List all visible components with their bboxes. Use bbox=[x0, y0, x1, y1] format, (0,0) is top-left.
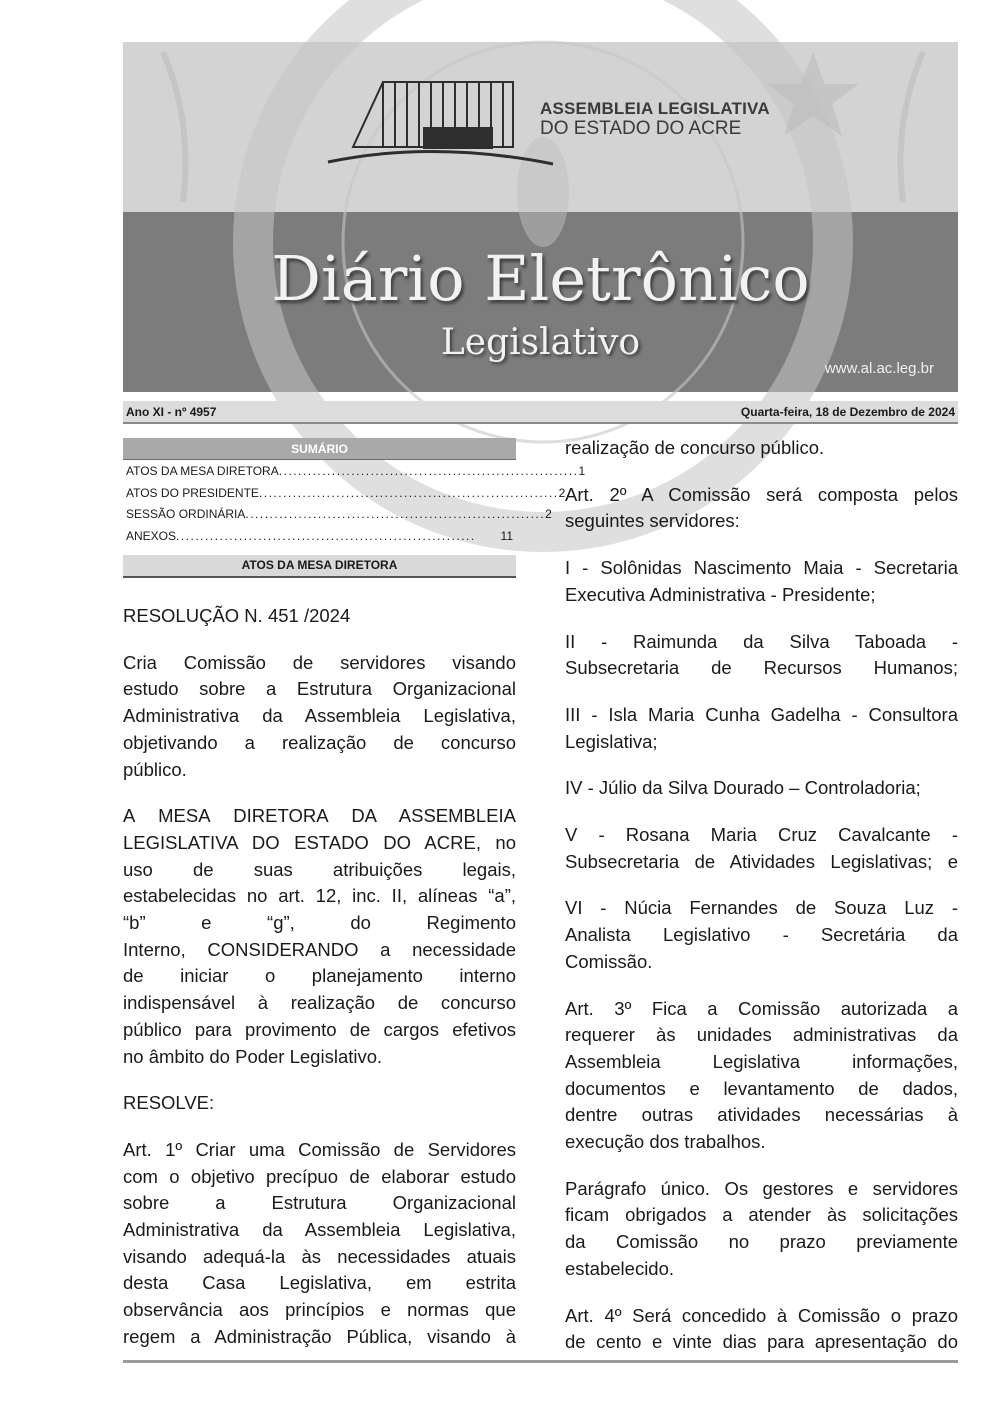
text-line: Legislativa; bbox=[565, 730, 658, 752]
text-line: de cento e vinte dias para apresentação do bbox=[565, 1331, 958, 1353]
text-line: Art. 2º A Comissão será composta pelos bbox=[565, 483, 958, 505]
summary-item-label: SESSÃO ORDINÁRIA bbox=[126, 507, 246, 521]
text-line: III - Isla Maria Cunha Gadelha - Consultora bbox=[565, 703, 958, 725]
text-line: no âmbito do Poder Legislativo. bbox=[123, 1045, 383, 1067]
issue-number: Ano XI - nº 4957 bbox=[126, 405, 217, 419]
text-line: de iniciar o planejamento interno bbox=[123, 965, 516, 987]
right-column bbox=[565, 435, 958, 1356]
text-line: Administrativa da Assembleia Legislativa, bbox=[123, 705, 516, 727]
text-line: desta Casa Legislativa, em estrita bbox=[123, 1272, 516, 1294]
journal-title: Diário Eletrônico bbox=[271, 242, 810, 315]
text-line: I - Solônidas Nascimento Maia - Secretaria bbox=[565, 557, 958, 579]
summary-item[interactable] bbox=[123, 460, 586, 482]
text-line: estabelecido. bbox=[565, 1257, 675, 1279]
text-line: requerer às unidades administrativas da bbox=[565, 1024, 958, 1046]
summary-item-page: 1 bbox=[578, 464, 586, 478]
website-link[interactable]: www.al.ac.leg.br bbox=[824, 360, 934, 377]
text-line: Administrativa da Assembleia Legislativa, bbox=[123, 1219, 516, 1241]
text-line: seguintes servidores: bbox=[565, 510, 740, 532]
text-line: documentos e levantamento de dados, bbox=[565, 1077, 958, 1099]
text-line: VI - Núcia Fernandes de Souza Luz - bbox=[565, 897, 958, 919]
summary-item[interactable] bbox=[123, 503, 552, 525]
summary-item[interactable] bbox=[123, 482, 566, 504]
text-line: público para provimento de cargos efetivos bbox=[123, 1018, 516, 1040]
text-line: público. bbox=[123, 758, 187, 780]
text-line: estabelecidas no art. 12, inc. II, alíneas “a”, bbox=[123, 885, 516, 907]
assembly-building-logo bbox=[323, 72, 563, 202]
text-line: visando adequá-la às necessidades atuais bbox=[123, 1245, 516, 1267]
leader-dots: .............................................................. bbox=[176, 528, 476, 543]
issue-date: Quarta-feira, 18 de Dezembro de 2024 bbox=[740, 405, 955, 419]
text-line: uso de suas atribuições legais, bbox=[123, 858, 516, 880]
text-line: dentre outras atividades necessárias à bbox=[565, 1104, 958, 1126]
summary-title: SUMÁRIO bbox=[123, 438, 516, 460]
text-line: Cria Comissão de servidores visando bbox=[123, 651, 516, 673]
text-line: execução dos trabalhos. bbox=[565, 1131, 766, 1153]
text-line: Art. 4º Será concedido à Comissão o prazo bbox=[565, 1304, 958, 1326]
text-line: objetivando a realização de concurso bbox=[123, 731, 516, 753]
text-line: observância aos princípios e normas que bbox=[123, 1299, 516, 1321]
summary-item-page: 11 bbox=[500, 528, 513, 543]
leader-dots: .............................................................. bbox=[258, 485, 559, 500]
masthead-banner bbox=[123, 42, 958, 392]
summary-item-label: ATOS DO PRESIDENTE bbox=[126, 485, 259, 500]
text-line: regem a Administração Pública, visando à bbox=[123, 1325, 516, 1347]
resolution-title: RESOLUÇÃO N. 451 /2024 bbox=[123, 605, 351, 626]
text-line: Subsecretaria de Recursos Humanos; bbox=[565, 657, 958, 679]
text-line: realização de concurso público. bbox=[565, 437, 825, 458]
text-line: Analista Legislativo - Secretária da bbox=[565, 924, 958, 946]
resolve-heading: RESOLVE: bbox=[123, 1092, 215, 1114]
section-heading: ATOS DA MESA DIRETORA bbox=[123, 555, 516, 578]
text-line: estudo sobre a Estrutura Organizacional bbox=[123, 678, 516, 700]
text-line: V - Rosana Maria Cruz Cavalcante - bbox=[565, 824, 958, 846]
org-name-line2: DO ESTADO DO ACRE bbox=[540, 118, 742, 139]
text-line: Assembleia Legislativa informações, bbox=[565, 1050, 958, 1072]
text-line: sobre a Estrutura Organizacional bbox=[123, 1192, 516, 1214]
text-line: Parágrafo único. Os gestores e servidores bbox=[565, 1177, 958, 1199]
org-name-line1: ASSEMBLEIA LEGISLATIVA bbox=[540, 99, 770, 118]
text-line: IV - Júlio da Silva Dourado – Controladoria; bbox=[565, 777, 921, 799]
summary-item-page: 2 bbox=[545, 507, 552, 521]
summary-item[interactable] bbox=[123, 525, 516, 547]
summary-item-label: ATOS DA MESA DIRETORA bbox=[126, 464, 279, 478]
summary-item-label: ANEXOS bbox=[126, 528, 177, 543]
text-line: indispensável à realização de concurso bbox=[123, 992, 516, 1014]
journal-subtitle: Legislativo bbox=[440, 322, 641, 363]
left-column bbox=[123, 603, 516, 1351]
text-line: A MESA DIRETORA DA ASSEMBLEIA bbox=[123, 805, 516, 827]
text-line: Art. 1º Criar uma Comissão de Servidores bbox=[123, 1138, 516, 1160]
leader-dots: .............................................................. bbox=[278, 464, 579, 478]
summary-item-page: 2 bbox=[558, 485, 566, 500]
text-line: da Comissão no prazo previamente bbox=[565, 1231, 958, 1253]
text-line: II - Raimunda da Silva Taboada - bbox=[565, 630, 958, 652]
leader-dots: .............................................................. bbox=[245, 507, 546, 521]
text-line: Subsecretaria de Atividades Legislativas; e bbox=[565, 850, 958, 872]
text-line: “b” e “g”, do Regimento bbox=[123, 912, 516, 934]
text-line: com o objetivo precípuo de elaborar estudo bbox=[123, 1165, 516, 1187]
text-line: ficam obrigados a atender às solicitações bbox=[565, 1204, 958, 1226]
text-line: Comissão. bbox=[565, 950, 653, 972]
summary-box bbox=[123, 438, 586, 546]
bottom-rule bbox=[123, 1360, 958, 1363]
issue-bar bbox=[123, 401, 958, 424]
text-line: LEGISLATIVA DO ESTADO DO ACRE, no bbox=[123, 831, 516, 853]
text-line: Art. 3º Fica a Comissão autorizada a bbox=[565, 997, 958, 1019]
text-line: Interno, CONSIDERANDO a necessidade bbox=[123, 938, 516, 960]
text-line: Executiva Administrativa - Presidente; bbox=[565, 583, 876, 605]
